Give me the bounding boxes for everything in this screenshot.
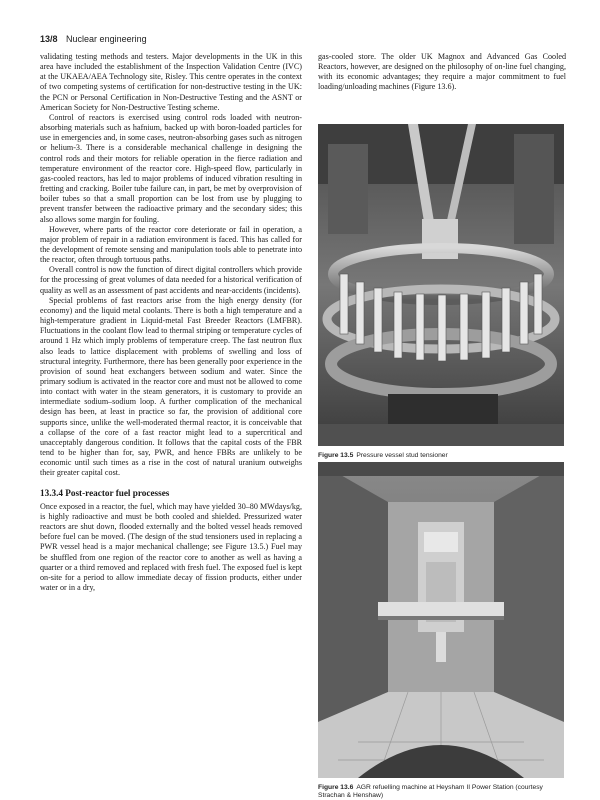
paragraph: However, where parts of the reactor core deteriorate or fail in operation, a major problem of repair in a radiation environment is faced. This has called for the development of remote sensing and manipulation tools able to penetrate into the reactor, often through tortuous paths. [40,224,302,265]
paragraph: Overall control is now the function of direct digital controllers which provide for the processing of great volumes of data needed for a historical verification of quality as well as an assessment of past accidents and near-accidents (incidents). [40,265,302,295]
left-column [40,52,302,593]
running-header [40,34,147,44]
figure-label: Figure 13.6 [318,784,354,791]
paragraph: Special problems of fast reactors arise from the high energy density (for economy) and the liquid metal coolants. There is both a high temperature and a high-temperature gradient in Liquid-metal Fast Breeder Reactors (LMFBR). Fluctuations in the coolant flow lead to thermal striping or temperature cycles of around 1 Hz which imply problems of temperature creep. The fast neutron flux also leads to lattice displacement with problems of swelling and loss of structural integrity. Furthermore, there has been generally poor experience in the provision of sound heat exchangers between sodium and water. Since the primary sodium is activated in the reactor core and must not be allowed to come into contact with water in the steam generators, it is customary to provide an intermediate sodium–sodium loop. A further complication of the mechanical design has been, at least in practice so far, the provision of additional core supports since, unlike the well-moderated thermal reactor, it is conceivable that a collapse of the core of a fast reactor might lead to a supercritical and unacceptably dangerous condition. It follows that the capital costs of the FBR tend to be higher than for, say, PWR, and hence FBRs are unlikely to be economic until such times as a rise in the cost of natural uranium outweighs their greater capital cost. [40,295,302,478]
figure-label: Figure 13.5 [318,452,354,459]
right-column [318,52,566,93]
stud-tensioner-illustration [318,124,564,446]
figure-refuelling-machine-photo [318,462,564,778]
section-heading: 13.3.4 Post-reactor fuel processes [40,487,170,498]
paragraph: gas-cooled store. The older UK Magnox and Advanced Gas Cooled Reactors, however, are designed on the philosophy of on-line fuel changing, with its economic advantages; they require a major commitment to fuel loading/unloading machines (Figure 13.6). [318,52,566,92]
paragraph: Once exposed in a reactor, the fuel, which may have yielded 30–80 MWdays/kg, is highly radioactive and must be both cooled and shielded. Pressurized water reactors are shut down, flooded externally and the bolted vessel heads removed before fuel can be moved. (The design of the stud tensioners used in replacing a PWR vessel head is a major mechanical challenge; see Figure 13.5.) Fuel may be shuffled from one region of the reactor core to another as well as having a quarter or a third removed and replaced with fresh fuel. The exposed fuel is kept on-site for a period to allow immediate decay of fission products, either under water or in a dry, [40,501,302,592]
running-title: Nuclear engineering [66,34,147,44]
figure-caption [318,452,566,460]
figure-stud-tensioner-photo [318,124,564,446]
paragraph: Control of reactors is exercised using control rods loaded with neutron-absorbing materials such as hafnium, backed up with boron-loaded particles for use in emergencies and, in some cases, neutron-absorbing gases such as nitrogen or helium-3. There is a considerable mechanical challenge in designing the control rods and their motors for reliable operation in the fierce radiation and temperature environment of the reactor core. High-speed flow, particularly in gas-cooled reactors, has led to major problems of induced vibration resulting in fretting and cracking. Boiler tube failure can, in part, be met by overprovision of boiler tubes so that a small proportion can be lost from use by plugging to prevent transfer between the radioactive primary and the secondary sides; this also allows some margin for fouling. [40,112,302,224]
paragraph: validating testing methods and testers. Major developments in the UK in this area have included the establishment of the Inspection Validation Centre (IVC) at the UKAEA/AEA Technology site, Risley. This centre operates in the context of two competing systems of certification for non-destructive testing in the UK: the PCN or Personal Certification in Non-Destructive Testing and the ASNT or American Society for Non-Destructive Testing scheme. [40,52,302,112]
page-number: 13/8 [40,34,58,44]
figure-caption [318,784,566,800]
refuelling-machine-illustration [318,462,564,778]
figure-caption-text: Pressure vessel stud tensioner [356,452,448,459]
figure-caption-text: AGR refuelling machine at Heysham II Power Station (courtesy Strachan & Henshaw) [318,784,543,800]
